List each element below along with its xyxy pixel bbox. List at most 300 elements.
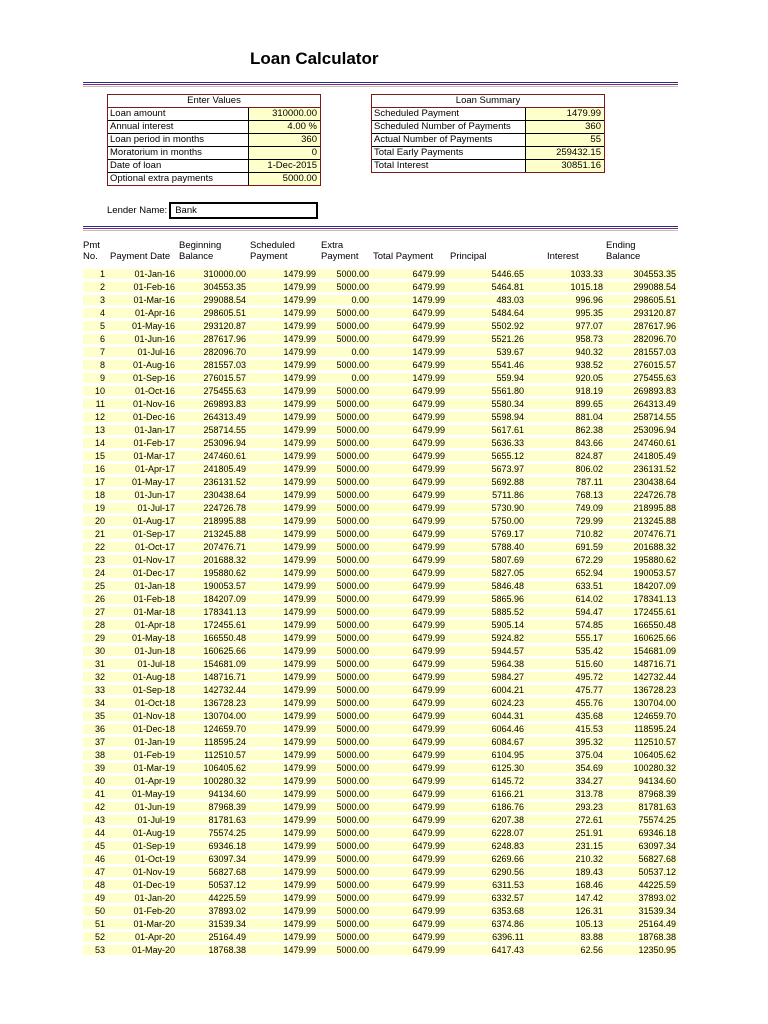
cell-scheduled-payment: 1479.99 bbox=[283, 698, 316, 708]
cell-beginning-balance: 253096.94 bbox=[203, 438, 246, 448]
enter-value-value[interactable]: 4.00 % bbox=[249, 121, 320, 133]
cell-extra-payment: 5000.00 bbox=[336, 308, 369, 318]
cell-ending-balance: 258714.55 bbox=[633, 412, 676, 422]
cell-payment-date: 01-Jul-18 bbox=[137, 659, 175, 669]
cell-pmt-no: 5 bbox=[99, 321, 105, 331]
cell-beginning-balance: 190053.57 bbox=[203, 581, 246, 591]
summary-label: Total Early Payments bbox=[372, 147, 526, 159]
cell-scheduled-payment: 1479.99 bbox=[283, 568, 316, 578]
cell-scheduled-payment: 1479.99 bbox=[283, 451, 316, 461]
table-row bbox=[0, 347, 768, 357]
cell-ending-balance: 247460.61 bbox=[633, 438, 676, 448]
cell-ending-balance: 276015.57 bbox=[633, 360, 676, 370]
table-row bbox=[0, 490, 768, 500]
lender-name-label: Lender Name: bbox=[107, 205, 168, 216]
cell-pmt-no: 1 bbox=[99, 269, 105, 279]
table-row bbox=[0, 321, 768, 331]
cell-scheduled-payment: 1479.99 bbox=[283, 945, 316, 955]
cell-extra-payment: 5000.00 bbox=[336, 425, 369, 435]
cell-total-payment: 6479.99 bbox=[412, 360, 445, 370]
cell-scheduled-payment: 1479.99 bbox=[283, 711, 316, 721]
cell-pmt-no: 3 bbox=[99, 295, 105, 305]
enter-value-value[interactable]: 1-Dec-2015 bbox=[249, 160, 320, 172]
cell-ending-balance: 224726.78 bbox=[633, 490, 676, 500]
lender-name-row bbox=[107, 202, 318, 219]
cell-total-payment: 6479.99 bbox=[412, 568, 445, 578]
cell-extra-payment: 5000.00 bbox=[336, 269, 369, 279]
cell-extra-payment: 5000.00 bbox=[336, 477, 369, 487]
cell-ending-balance: 166550.48 bbox=[633, 620, 676, 630]
table-row bbox=[0, 828, 768, 838]
cell-interest: 1033.33 bbox=[570, 269, 603, 279]
cell-extra-payment: 5000.00 bbox=[336, 919, 369, 929]
cell-interest: 920.05 bbox=[575, 373, 603, 383]
cell-interest: 594.47 bbox=[575, 607, 603, 617]
cell-payment-date: 01-Feb-19 bbox=[133, 750, 175, 760]
cell-pmt-no: 36 bbox=[94, 724, 105, 734]
cell-ending-balance: 63097.34 bbox=[638, 841, 676, 851]
cell-principal: 5807.69 bbox=[491, 555, 524, 565]
summary-value: 30851.16 bbox=[526, 160, 604, 172]
col-interest: Interest bbox=[547, 251, 579, 262]
cell-ending-balance: 154681.09 bbox=[633, 646, 676, 656]
cell-extra-payment: 5000.00 bbox=[336, 789, 369, 799]
summary-row bbox=[372, 147, 604, 160]
enter-value-value[interactable]: 0 bbox=[249, 147, 320, 159]
cell-payment-date: 01-Mar-19 bbox=[133, 763, 175, 773]
cell-extra-payment: 5000.00 bbox=[336, 737, 369, 747]
cell-pmt-no: 2 bbox=[99, 282, 105, 292]
cell-pmt-no: 14 bbox=[94, 438, 105, 448]
table-row bbox=[0, 867, 768, 877]
cell-extra-payment: 5000.00 bbox=[336, 607, 369, 617]
cell-pmt-no: 50 bbox=[94, 906, 105, 916]
cell-total-payment: 6479.99 bbox=[412, 841, 445, 851]
enter-values-header: Enter Values bbox=[108, 95, 320, 108]
enter-value-value[interactable]: 310000.00 bbox=[249, 108, 320, 120]
cell-pmt-no: 47 bbox=[94, 867, 105, 877]
cell-extra-payment: 5000.00 bbox=[336, 620, 369, 630]
cell-interest: 996.96 bbox=[575, 295, 603, 305]
cell-beginning-balance: 18768.38 bbox=[208, 945, 246, 955]
cell-pmt-no: 42 bbox=[94, 802, 105, 812]
cell-scheduled-payment: 1479.99 bbox=[283, 672, 316, 682]
table-row bbox=[0, 282, 768, 292]
cell-beginning-balance: 293120.87 bbox=[203, 321, 246, 331]
cell-payment-date: 01-Apr-19 bbox=[134, 776, 175, 786]
cell-principal: 6248.83 bbox=[491, 841, 524, 851]
cell-scheduled-payment: 1479.99 bbox=[283, 594, 316, 604]
cell-ending-balance: 50537.12 bbox=[638, 867, 676, 877]
cell-beginning-balance: 224726.78 bbox=[203, 503, 246, 513]
cell-pmt-no: 21 bbox=[94, 529, 105, 539]
table-row bbox=[0, 919, 768, 929]
cell-beginning-balance: 275455.63 bbox=[203, 386, 246, 396]
cell-ending-balance: 148716.71 bbox=[633, 659, 676, 669]
table-row bbox=[0, 529, 768, 539]
col-ending-balance: Ending Balance bbox=[606, 240, 641, 262]
cell-interest: 293.23 bbox=[575, 802, 603, 812]
cell-principal: 5561.80 bbox=[491, 386, 524, 396]
cell-payment-date: 01-Feb-20 bbox=[133, 906, 175, 916]
cell-pmt-no: 43 bbox=[94, 815, 105, 825]
cell-scheduled-payment: 1479.99 bbox=[283, 646, 316, 656]
cell-extra-payment: 5000.00 bbox=[336, 360, 369, 370]
cell-payment-date: 01-Nov-17 bbox=[132, 555, 175, 565]
cell-total-payment: 6479.99 bbox=[412, 750, 445, 760]
summary-label: Scheduled Number of Payments bbox=[372, 121, 526, 133]
cell-payment-date: 01-Nov-18 bbox=[132, 711, 175, 721]
cell-interest: 977.07 bbox=[575, 321, 603, 331]
cell-ending-balance: 18768.38 bbox=[638, 932, 676, 942]
cell-scheduled-payment: 1479.99 bbox=[283, 282, 316, 292]
cell-beginning-balance: 236131.52 bbox=[203, 477, 246, 487]
cell-total-payment: 6479.99 bbox=[412, 594, 445, 604]
cell-scheduled-payment: 1479.99 bbox=[283, 295, 316, 305]
cell-interest: 862.38 bbox=[575, 425, 603, 435]
cell-total-payment: 6479.99 bbox=[412, 932, 445, 942]
cell-scheduled-payment: 1479.99 bbox=[283, 581, 316, 591]
cell-principal: 6004.21 bbox=[491, 685, 524, 695]
cell-payment-date: 01-Dec-19 bbox=[132, 880, 175, 890]
cell-ending-balance: 81781.63 bbox=[638, 802, 676, 812]
enter-value-row bbox=[108, 108, 320, 121]
table-row bbox=[0, 295, 768, 305]
cell-ending-balance: 299088.54 bbox=[633, 282, 676, 292]
cell-ending-balance: 218995.88 bbox=[633, 503, 676, 513]
cell-principal: 6207.38 bbox=[491, 815, 524, 825]
cell-beginning-balance: 37893.02 bbox=[208, 906, 246, 916]
cell-interest: 958.73 bbox=[575, 334, 603, 344]
cell-scheduled-payment: 1479.99 bbox=[283, 880, 316, 890]
cell-pmt-no: 8 bbox=[99, 360, 105, 370]
cell-principal: 5446.65 bbox=[491, 269, 524, 279]
enter-value-row bbox=[108, 121, 320, 134]
table-row bbox=[0, 269, 768, 279]
cell-beginning-balance: 178341.13 bbox=[203, 607, 246, 617]
cell-ending-balance: 201688.32 bbox=[633, 542, 676, 552]
col-pmt-no-label: Pmt No. bbox=[83, 240, 100, 262]
cell-ending-balance: 44225.59 bbox=[638, 880, 676, 890]
cell-beginning-balance: 87968.39 bbox=[208, 802, 246, 812]
cell-pmt-no: 18 bbox=[94, 490, 105, 500]
cell-principal: 6332.57 bbox=[491, 893, 524, 903]
cell-beginning-balance: 287617.96 bbox=[203, 334, 246, 344]
cell-interest: 354.69 bbox=[575, 763, 603, 773]
table-row bbox=[0, 763, 768, 773]
table-row bbox=[0, 620, 768, 630]
cell-interest: 652.94 bbox=[575, 568, 603, 578]
table-row bbox=[0, 360, 768, 370]
table-row bbox=[0, 737, 768, 747]
cell-pmt-no: 26 bbox=[94, 594, 105, 604]
cell-payment-date: 01-Feb-16 bbox=[133, 282, 175, 292]
cell-pmt-no: 51 bbox=[94, 919, 105, 929]
cell-extra-payment: 5000.00 bbox=[336, 906, 369, 916]
table-row bbox=[0, 776, 768, 786]
summary-row bbox=[372, 134, 604, 147]
enter-value-label: Annual interest bbox=[108, 121, 249, 133]
cell-total-payment: 6479.99 bbox=[412, 269, 445, 279]
cell-interest: 105.13 bbox=[575, 919, 603, 929]
cell-beginning-balance: 106405.62 bbox=[203, 763, 246, 773]
cell-principal: 5521.26 bbox=[491, 334, 524, 344]
cell-scheduled-payment: 1479.99 bbox=[283, 776, 316, 786]
cell-principal: 5944.57 bbox=[491, 646, 524, 656]
cell-principal: 559.94 bbox=[496, 373, 524, 383]
enter-value-label: Moratorium in months bbox=[108, 147, 249, 159]
cell-ending-balance: 207476.71 bbox=[633, 529, 676, 539]
cell-ending-balance: 106405.62 bbox=[633, 750, 676, 760]
summary-label: Actual Number of Payments bbox=[372, 134, 526, 146]
cell-extra-payment: 5000.00 bbox=[336, 763, 369, 773]
cell-principal: 6084.67 bbox=[491, 737, 524, 747]
cell-pmt-no: 23 bbox=[94, 555, 105, 565]
cell-interest: 672.29 bbox=[575, 555, 603, 565]
cell-total-payment: 6479.99 bbox=[412, 334, 445, 344]
cell-total-payment: 6479.99 bbox=[412, 724, 445, 734]
cell-scheduled-payment: 1479.99 bbox=[283, 399, 316, 409]
cell-payment-date: 01-Dec-16 bbox=[132, 412, 175, 422]
cell-extra-payment: 5000.00 bbox=[336, 464, 369, 474]
cell-extra-payment: 5000.00 bbox=[336, 542, 369, 552]
enter-value-row bbox=[108, 160, 320, 173]
cell-scheduled-payment: 1479.99 bbox=[283, 269, 316, 279]
cell-interest: 189.43 bbox=[575, 867, 603, 877]
summary-value: 1479.99 bbox=[526, 108, 604, 120]
cell-principal: 5617.61 bbox=[491, 425, 524, 435]
cell-payment-date: 01-Jan-18 bbox=[134, 581, 175, 591]
summary-label: Total Interest bbox=[372, 160, 526, 172]
table-row bbox=[0, 412, 768, 422]
table-row bbox=[0, 334, 768, 344]
cell-ending-balance: 31539.34 bbox=[638, 906, 676, 916]
cell-pmt-no: 34 bbox=[94, 698, 105, 708]
enter-value-value[interactable]: 360 bbox=[249, 134, 320, 146]
table-row bbox=[0, 386, 768, 396]
cell-ending-balance: 87968.39 bbox=[638, 789, 676, 799]
cell-interest: 843.66 bbox=[575, 438, 603, 448]
col-payment-date: Payment Date bbox=[110, 251, 171, 262]
cell-interest: 1015.18 bbox=[570, 282, 603, 292]
cell-extra-payment: 5000.00 bbox=[336, 594, 369, 604]
cell-scheduled-payment: 1479.99 bbox=[283, 802, 316, 812]
cell-scheduled-payment: 1479.99 bbox=[283, 919, 316, 929]
cell-total-payment: 6479.99 bbox=[412, 386, 445, 396]
cell-principal: 5846.48 bbox=[491, 581, 524, 591]
cell-scheduled-payment: 1479.99 bbox=[283, 789, 316, 799]
cell-ending-balance: 75574.25 bbox=[638, 815, 676, 825]
cell-pmt-no: 22 bbox=[94, 542, 105, 552]
cell-interest: 691.59 bbox=[575, 542, 603, 552]
cell-payment-date: 01-Apr-20 bbox=[134, 932, 175, 942]
cell-interest: 806.02 bbox=[575, 464, 603, 474]
cell-total-payment: 6479.99 bbox=[412, 451, 445, 461]
cell-principal: 6374.86 bbox=[491, 919, 524, 929]
cell-pmt-no: 46 bbox=[94, 854, 105, 864]
cell-interest: 435.68 bbox=[575, 711, 603, 721]
cell-payment-date: 01-Sep-18 bbox=[132, 685, 175, 695]
cell-total-payment: 6479.99 bbox=[412, 763, 445, 773]
cell-payment-date: 01-Jul-19 bbox=[137, 815, 175, 825]
cell-principal: 6269.66 bbox=[491, 854, 524, 864]
cell-beginning-balance: 213245.88 bbox=[203, 529, 246, 539]
cell-extra-payment: 5000.00 bbox=[336, 893, 369, 903]
enter-value-value[interactable]: 5000.00 bbox=[249, 173, 320, 185]
table-row bbox=[0, 607, 768, 617]
cell-pmt-no: 12 bbox=[94, 412, 105, 422]
col-scheduled-payment: Scheduled Payment bbox=[250, 240, 295, 262]
cell-scheduled-payment: 1479.99 bbox=[283, 685, 316, 695]
cell-interest: 555.17 bbox=[575, 633, 603, 643]
cell-scheduled-payment: 1479.99 bbox=[283, 841, 316, 851]
cell-pmt-no: 45 bbox=[94, 841, 105, 851]
cell-beginning-balance: 310000.00 bbox=[203, 269, 246, 279]
cell-principal: 6104.95 bbox=[491, 750, 524, 760]
table-row bbox=[0, 542, 768, 552]
cell-pmt-no: 31 bbox=[94, 659, 105, 669]
cell-extra-payment: 5000.00 bbox=[336, 698, 369, 708]
enter-value-label: Loan amount bbox=[108, 108, 249, 120]
cell-beginning-balance: 304553.35 bbox=[203, 282, 246, 292]
cell-total-payment: 6479.99 bbox=[412, 633, 445, 643]
cell-total-payment: 6479.99 bbox=[412, 425, 445, 435]
cell-scheduled-payment: 1479.99 bbox=[283, 321, 316, 331]
cell-beginning-balance: 184207.09 bbox=[203, 594, 246, 604]
cell-total-payment: 6479.99 bbox=[412, 282, 445, 292]
cell-total-payment: 6479.99 bbox=[412, 685, 445, 695]
cell-scheduled-payment: 1479.99 bbox=[283, 477, 316, 487]
cell-beginning-balance: 276015.57 bbox=[203, 373, 246, 383]
cell-pmt-no: 19 bbox=[94, 503, 105, 513]
summary-label: Scheduled Payment bbox=[372, 108, 526, 120]
cell-beginning-balance: 154681.09 bbox=[203, 659, 246, 669]
col-principal: Principal bbox=[450, 251, 487, 262]
cell-payment-date: 01-Aug-17 bbox=[132, 516, 175, 526]
table-row bbox=[0, 724, 768, 734]
enter-values-panel bbox=[107, 94, 321, 186]
cell-principal: 6166.21 bbox=[491, 789, 524, 799]
cell-scheduled-payment: 1479.99 bbox=[283, 932, 316, 942]
cell-principal: 6228.07 bbox=[491, 828, 524, 838]
cell-beginning-balance: 63097.34 bbox=[208, 854, 246, 864]
table-row bbox=[0, 477, 768, 487]
cell-total-payment: 6479.99 bbox=[412, 542, 445, 552]
cell-extra-payment: 5000.00 bbox=[336, 581, 369, 591]
lender-name-input[interactable]: Bank bbox=[169, 202, 318, 219]
cell-ending-balance: 112510.57 bbox=[634, 737, 676, 747]
cell-extra-payment: 5000.00 bbox=[336, 555, 369, 565]
cell-total-payment: 6479.99 bbox=[412, 516, 445, 526]
summary-row bbox=[372, 160, 604, 172]
cell-total-payment: 6479.99 bbox=[412, 893, 445, 903]
cell-ending-balance: 293120.87 bbox=[633, 308, 676, 318]
cell-principal: 5827.05 bbox=[491, 568, 524, 578]
cell-payment-date: 01-Nov-16 bbox=[132, 399, 175, 409]
cell-payment-date: 01-Sep-17 bbox=[132, 529, 175, 539]
cell-interest: 938.52 bbox=[575, 360, 603, 370]
cell-total-payment: 6479.99 bbox=[412, 490, 445, 500]
cell-scheduled-payment: 1479.99 bbox=[283, 503, 316, 513]
cell-total-payment: 6479.99 bbox=[412, 737, 445, 747]
cell-ending-balance: 298605.51 bbox=[633, 295, 676, 305]
cell-payment-date: 01-Oct-16 bbox=[134, 386, 175, 396]
cell-interest: 147.42 bbox=[575, 893, 603, 903]
cell-scheduled-payment: 1479.99 bbox=[283, 516, 316, 526]
cell-interest: 126.31 bbox=[575, 906, 603, 916]
cell-interest: 334.27 bbox=[575, 776, 603, 786]
cell-ending-balance: 236131.52 bbox=[633, 464, 676, 474]
cell-beginning-balance: 195880.62 bbox=[203, 568, 246, 578]
cell-beginning-balance: 298605.51 bbox=[203, 308, 246, 318]
cell-payment-date: 01-Sep-16 bbox=[132, 373, 175, 383]
cell-interest: 83.88 bbox=[580, 932, 603, 942]
cell-beginning-balance: 241805.49 bbox=[203, 464, 246, 474]
cell-total-payment: 6479.99 bbox=[412, 919, 445, 929]
table-row bbox=[0, 399, 768, 409]
cell-payment-date: 01-Mar-17 bbox=[133, 451, 175, 461]
cell-scheduled-payment: 1479.99 bbox=[283, 750, 316, 760]
cell-ending-balance: 264313.49 bbox=[633, 399, 676, 409]
cell-extra-payment: 5000.00 bbox=[336, 841, 369, 851]
cell-beginning-balance: 124659.70 bbox=[203, 724, 246, 734]
cell-total-payment: 1479.99 bbox=[412, 347, 445, 357]
cell-scheduled-payment: 1479.99 bbox=[283, 308, 316, 318]
table-row bbox=[0, 906, 768, 916]
cell-beginning-balance: 207476.71 bbox=[203, 542, 246, 552]
cell-principal: 483.03 bbox=[496, 295, 524, 305]
cell-payment-date: 01-Jan-17 bbox=[134, 425, 175, 435]
cell-pmt-no: 7 bbox=[99, 347, 105, 357]
cell-pmt-no: 25 bbox=[94, 581, 105, 591]
cell-ending-balance: 118595.24 bbox=[634, 724, 676, 734]
table-row bbox=[0, 802, 768, 812]
cell-payment-date: 01-Apr-18 bbox=[134, 620, 175, 630]
table-row bbox=[0, 581, 768, 591]
cell-ending-balance: 100280.32 bbox=[633, 763, 676, 773]
cell-beginning-balance: 25164.49 bbox=[208, 932, 246, 942]
cell-pmt-no: 17 bbox=[94, 477, 105, 487]
cell-extra-payment: 5000.00 bbox=[336, 529, 369, 539]
cell-principal: 6353.68 bbox=[491, 906, 524, 916]
cell-payment-date: 01-Aug-16 bbox=[132, 360, 175, 370]
cell-total-payment: 6479.99 bbox=[412, 672, 445, 682]
cell-payment-date: 01-Jan-16 bbox=[134, 269, 175, 279]
cell-extra-payment: 5000.00 bbox=[336, 646, 369, 656]
cell-total-payment: 1479.99 bbox=[412, 373, 445, 383]
table-row bbox=[0, 438, 768, 448]
cell-extra-payment: 5000.00 bbox=[336, 854, 369, 864]
cell-ending-balance: 287617.96 bbox=[633, 321, 676, 331]
cell-beginning-balance: 172455.61 bbox=[203, 620, 246, 630]
table-row bbox=[0, 659, 768, 669]
page-title: Loan Calculator bbox=[250, 49, 379, 68]
cell-total-payment: 6479.99 bbox=[412, 867, 445, 877]
cell-pmt-no: 20 bbox=[94, 516, 105, 526]
cell-interest: 768.13 bbox=[575, 490, 603, 500]
cell-principal: 5502.92 bbox=[491, 321, 524, 331]
cell-total-payment: 1479.99 bbox=[412, 295, 445, 305]
cell-payment-date: 01-Mar-16 bbox=[133, 295, 175, 305]
cell-scheduled-payment: 1479.99 bbox=[283, 412, 316, 422]
table-row bbox=[0, 373, 768, 383]
cell-total-payment: 6479.99 bbox=[412, 945, 445, 955]
cell-pmt-no: 29 bbox=[94, 633, 105, 643]
cell-pmt-no: 49 bbox=[94, 893, 105, 903]
cell-pmt-no: 37 bbox=[94, 737, 105, 747]
table-row bbox=[0, 672, 768, 682]
cell-extra-payment: 5000.00 bbox=[336, 815, 369, 825]
